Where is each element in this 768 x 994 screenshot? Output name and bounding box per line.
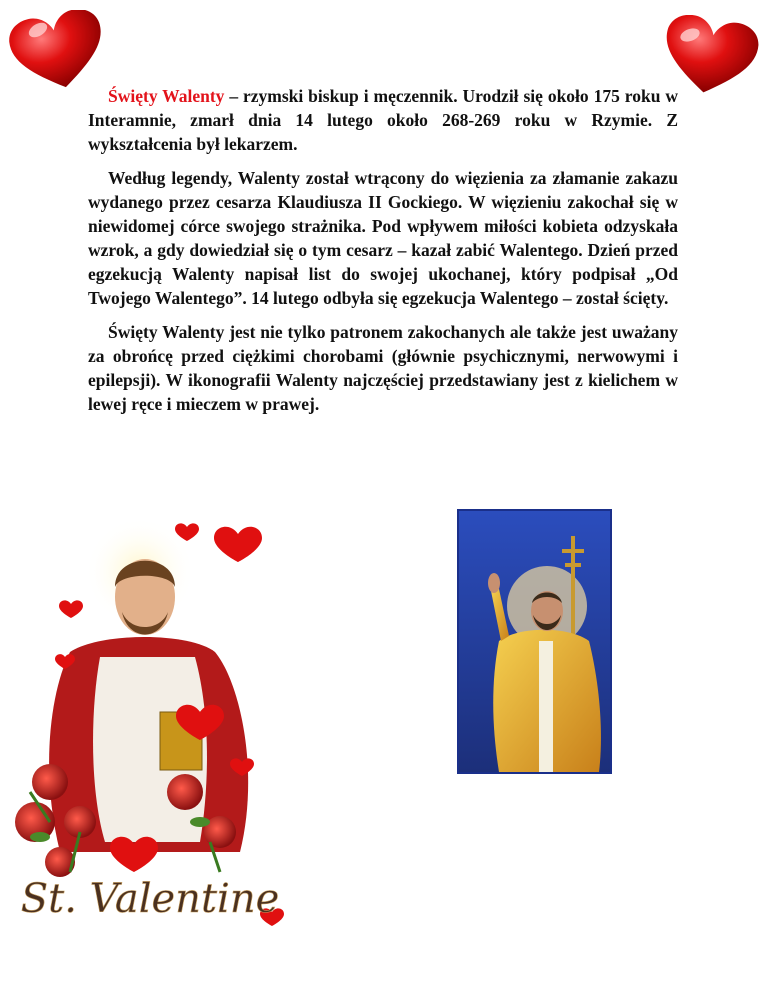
paragraph-2: Według legendy, Walenty został wtrącony do więzienia za złamanie zakazu wydanego przez cesarza Klaudiusza II Gockiego. W więzieniu zakochał się w niewidomej córce swojego strażnika. Pod wpływem miłości kobieta odzyskała wzrok, a gdy dowiedział się o tym cesarz – kazał zabić Walentego. Dzień przed egzekucją Walenty napisał list do swojej ukochanej, który podpisał „Od Twojego Walentego”. 14 lutego odbyła się egzekucja Walentego – został ścięty.: [88, 168, 678, 308]
paragraph-1: [88, 84, 678, 156]
saint-name: Święty Walenty: [108, 86, 225, 106]
bishop-icon-painting: [457, 509, 612, 774]
heart-icon: [8, 10, 108, 90]
image-caption: St. Valentine: [20, 876, 280, 922]
paragraph-3: Święty Walenty jest nie tylko patronem zakochanych ale także jest uważany za obrońcę przed ciężkimi chorobami (głównie psychicznymi, nerwowymi i epilepsji). W ikonografii Walenty najczęściej przedstawiany jest z kielichem w lewej ręce i mieczem w prawej.: [88, 322, 678, 414]
article-text: [88, 84, 678, 426]
heart-icon: [660, 15, 760, 95]
saint-valentine-illustration: [10, 492, 292, 932]
paragraph-1-text: – rzymski biskup i męczennik. Urodził się około 175 roku w Interamnie, zmarł dnia 14 lutego około 268-269 roku w Rzymie. Z wykształcenia był lekarzem.: [88, 86, 678, 154]
